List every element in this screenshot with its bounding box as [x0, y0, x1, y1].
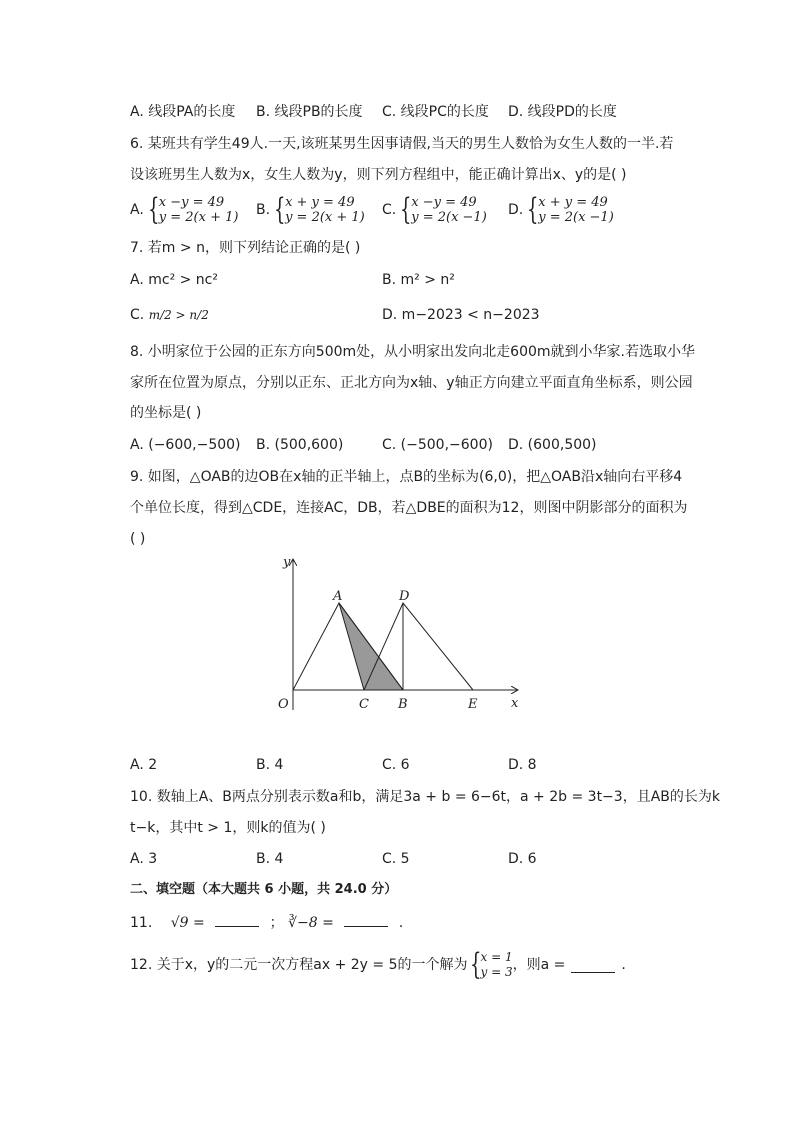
q5-option-c[interactable]: C. 线段PC的长度 [382, 104, 489, 120]
q11-blank1[interactable] [215, 912, 259, 927]
section-fill-in-title: 二、填空题（本大题共 6 小题，共 24.0 分） [130, 882, 398, 897]
q6-c-row1: x −y = 49 [411, 195, 477, 210]
q9-option-c[interactable]: C. 6 [382, 757, 410, 773]
q12-row1: x = 1 [480, 950, 513, 964]
q9-stem-line1: 9. 如图，△OAB的边OB在x轴的正半轴上，点B的坐标为(6,0)，把△OAB沿x轴向右平移4 [130, 469, 683, 485]
q7-option-c-label: C. [130, 307, 145, 323]
label-d: D [399, 589, 410, 604]
q12-tail: ，则a = [512, 957, 566, 973]
q10-stem-line1: 10. 数轴上A、B两点分别表示数a和b，满足3a + b = 6−6t，a + 2b = 3t−3，且AB的长为k [130, 789, 720, 805]
q11 [130, 912, 403, 933]
q8-option-a[interactable]: A. (−600,−500) [130, 437, 241, 453]
q12-end: . [621, 957, 626, 973]
brace-glyph: { [469, 947, 481, 982]
q6-c-row2: y = 2(x −1) [411, 210, 487, 225]
q7-stem: 7. 若m > n，则下列结论正确的是( ) [130, 240, 361, 256]
q8-stem-line3: 的坐标是( ) [130, 405, 202, 421]
q8-option-c[interactable]: C. (−500,−600) [382, 437, 493, 453]
label-a: A [333, 589, 343, 604]
label-o: O [278, 697, 289, 712]
q11-end: . [398, 915, 404, 931]
q11-number: 11. [130, 915, 153, 931]
q12-blank[interactable] [571, 958, 615, 973]
q7-option-c-expr: m/2 > n/2 [148, 308, 209, 322]
q6-b-row1: x + y = 49 [285, 195, 355, 210]
q6-d-row1: x + y = 49 [538, 195, 608, 210]
brace-glyph: { [147, 192, 160, 227]
q7-option-d[interactable]: D. m−2023 < n−2023 [382, 307, 540, 323]
q6-option-d[interactable] [508, 192, 614, 227]
q6-option-b[interactable] [256, 192, 365, 227]
q12 [130, 947, 626, 982]
label-y: y [283, 555, 291, 570]
q6-b-row2: y = 2(x + 1) [285, 210, 365, 225]
label-c: C [359, 697, 369, 712]
q9-option-d[interactable]: D. 8 [508, 757, 537, 773]
q10-option-b[interactable]: B. 4 [256, 851, 284, 867]
q6-a-row1: x −y = 49 [158, 195, 225, 210]
q8-option-b[interactable]: B. (500,600) [256, 437, 344, 453]
q12-stem: 12. 关于x，y的二元一次方程ax + 2y = 5的一个解为 [130, 957, 468, 973]
q6-option-c[interactable] [382, 192, 487, 227]
q9-option-a[interactable]: A. 2 [130, 757, 158, 773]
q10-stem-line2: t−k，其中t > 1，则k的值为( ) [130, 820, 326, 836]
q6-option-a[interactable] [130, 192, 239, 227]
q6-stem-line1: 6. 某班共有学生49人.一天,该班某男生因事请假,当天的男生人数恰为女生人数的一半.若 [130, 136, 674, 152]
q7-option-c[interactable] [130, 305, 209, 325]
brace-glyph: { [400, 192, 412, 227]
q7-option-b[interactable]: B. m² > n² [382, 272, 455, 288]
q5-option-a[interactable]: A. 线段PA的长度 [130, 104, 236, 120]
q8-stem-line1: 8. 小明家位于公园的正东方向500m处，从小明家出发向北走600m就到小华家.若选取小华 [130, 344, 695, 360]
q11-expr1: √9 = [170, 915, 205, 931]
q6-option-d-label: D. [508, 202, 524, 218]
q10-option-a[interactable]: A. 3 [130, 851, 158, 867]
q9-stem-line2: 个单位长度，得到△CDE，连接AC，DB，若△DBE的面积为12，则图中阴影部分的面积为 [130, 500, 688, 516]
label-b: B [398, 697, 408, 712]
q6-a-row2: y = 2(x + 1) [158, 210, 239, 225]
label-x: x [511, 696, 519, 711]
q9-option-b[interactable]: B. 4 [256, 757, 284, 773]
q10-option-d[interactable]: D. 6 [508, 851, 537, 867]
q11-separator: ； [269, 915, 284, 931]
q10-option-c[interactable]: C. 5 [382, 851, 410, 867]
q6-option-b-label: B. [256, 202, 271, 218]
q6-option-a-label: A. [130, 202, 144, 218]
brace-glyph: { [274, 192, 286, 227]
q8-stem-line2: 家所在位置为原点，分别以正东、正北方向为x轴、y轴正方向建立平面直角坐标系，则公园 [130, 375, 693, 391]
q8-option-d[interactable]: D. (600,500) [508, 437, 597, 453]
label-e: E [468, 697, 478, 712]
q5-option-d[interactable]: D. 线段PD的长度 [508, 104, 617, 120]
q7-option-a[interactable]: A. mc² > nc² [130, 272, 218, 288]
q11-blank2[interactable] [344, 912, 388, 927]
q6-option-c-label: C. [382, 202, 397, 218]
q6-d-row2: y = 2(x −1) [538, 210, 614, 225]
q9-stem-line3: ( ) [130, 531, 146, 547]
q9-figure [265, 550, 535, 720]
brace-glyph: { [527, 192, 539, 227]
q11-expr2: ∛−8 = [288, 915, 334, 931]
q12-row2: y = 3 [480, 965, 513, 979]
q6-stem-line2: 设该班男生人数为x，女生人数为y，则下列方程组中，能正确计算出x、y的是( ) [130, 167, 627, 183]
q5-option-b[interactable]: B. 线段PB的长度 [256, 104, 363, 120]
